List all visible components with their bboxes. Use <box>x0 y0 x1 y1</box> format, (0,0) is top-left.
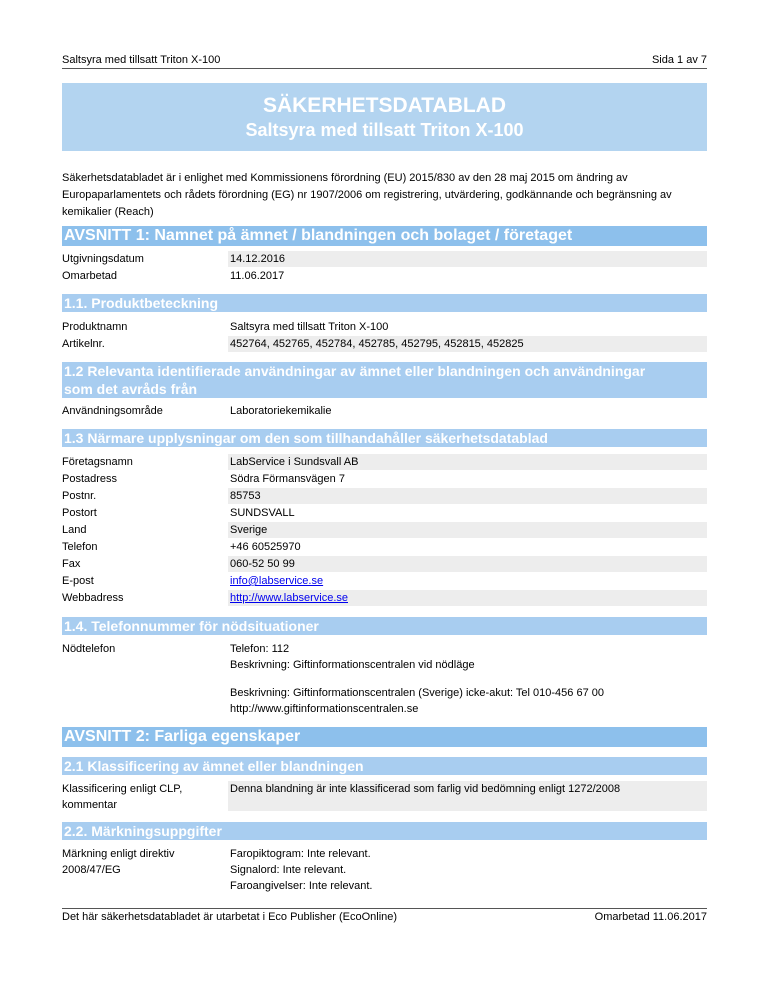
section-1-3-heading: 1.3 Närmare upplysningar om den som tillhandahåller säkerhetsdatablad <box>62 429 707 447</box>
row-value: Saltsyra med tillsatt Triton X-100 <box>230 321 389 333</box>
row-label: Omarbetad <box>62 270 118 282</box>
row-foretagsnamn <box>62 454 707 470</box>
row-label: Produktnamn <box>62 321 128 333</box>
row-label: Postort <box>62 507 97 519</box>
footer-publisher: Det här säkerhetsdatabladet är utarbetat i Eco Publisher (EcoOnline) <box>62 911 398 923</box>
poison-center-url: http://www.giftinformationscentralen.se <box>230 703 419 715</box>
row-label: Artikelnr. <box>62 338 105 350</box>
section-2-2-heading: 2.2. Märkningsuppgifter <box>62 822 707 840</box>
row-value: Denna blandning är inte klassificerad som farlig vid bedömning enligt 1272/2008 <box>228 781 707 811</box>
row-land <box>62 522 707 538</box>
page-header <box>62 54 707 69</box>
row-label: Företagsnamn <box>62 456 133 468</box>
row-nodtelefon <box>62 641 707 717</box>
page-footer <box>62 908 707 923</box>
row-label: kommentar <box>62 799 118 811</box>
row-produktnamn <box>62 319 707 335</box>
row-label: Nödtelefon <box>62 643 116 655</box>
footer-revision-date: Omarbetad 11.06.2017 <box>594 911 707 923</box>
row-telefon <box>62 539 707 555</box>
row-label: Telefon <box>62 541 98 553</box>
section-1-2-heading-line2: som det avråds från <box>64 381 198 397</box>
row-value: 85753 <box>228 488 707 504</box>
row-label: Webbadress <box>62 592 124 604</box>
row-label: Användningsområde <box>62 405 163 417</box>
section-2-1-heading: 2.1 Klassificering av ämnet eller blandningen <box>62 757 707 775</box>
row-klassificering <box>62 781 707 813</box>
row-label: Märkning enligt direktiv <box>62 848 175 860</box>
row-value: 11.06.2017 <box>230 270 285 282</box>
section-1-2-heading <box>62 362 707 398</box>
product-title: Saltsyra med tillsatt Triton X-100 <box>245 120 524 140</box>
row-label: E-post <box>62 575 94 587</box>
email-link[interactable]: info@labservice.se <box>230 575 324 587</box>
intro-text: Säkerhetsdatabladet är i enlighet med Kommissionens förordning (EU) 2015/830 av den 28 maj 2015 om ändring av Europaparlamentets och rådets förordning (EG) nr 1907/2006 om registrering, utvärdering, godkännande och begränsning av kemikalier (Reach) <box>62 172 672 218</box>
signal-word-text: Signalord: Inte relevant. <box>230 864 347 876</box>
row-artikelnr <box>62 336 707 352</box>
row-postadress <box>62 471 707 487</box>
row-value: Sverige <box>228 522 707 538</box>
hazard-statements-text: Faroangivelser: Inte relevant. <box>230 880 373 892</box>
header-page-number: Sida 1 av 7 <box>651 54 707 66</box>
row-markning <box>62 846 707 894</box>
document-title: SÄKERHETSDATABLAD <box>262 94 507 117</box>
row-value: 060-52 50 99 <box>228 556 707 572</box>
row-label: Utgivningsdatum <box>62 253 144 265</box>
row-value: Södra Förmansvägen 7 <box>230 473 345 485</box>
row-anvandningsomrade <box>62 403 707 419</box>
section-2-heading: AVSNITT 2: Farliga egenskaper <box>62 727 707 747</box>
website-link[interactable]: http://www.labservice.se <box>230 592 348 604</box>
title-block <box>62 83 707 151</box>
emergency-phone: Telefon: 112 <box>230 643 290 655</box>
row-value: Laboratoriekemikalie <box>230 405 332 417</box>
section-1-heading: AVSNITT 1: Namnet på ämnet / blandningen och bolaget / företaget <box>62 226 707 246</box>
row-label: Postnr. <box>62 490 97 502</box>
row-label: 2008/47/EG <box>62 864 121 876</box>
section-1-4-heading: 1.4. Telefonnummer för nödsituationer <box>62 617 707 635</box>
row-label: Klassificering enligt CLP, <box>62 783 183 795</box>
row-omarbetad <box>62 268 707 284</box>
section-1-1-heading: 1.1. Produktbeteckning <box>62 294 707 312</box>
section-1-2-heading-line1: 1.2 Relevanta identifierade användningar av ämnet eller blandningen och användningar <box>64 363 646 379</box>
row-fax <box>62 556 707 572</box>
row-value: 452764, 452765, 452784, 452785, 452795, 452815, 452825 <box>228 336 707 352</box>
row-label: Land <box>62 524 87 536</box>
row-label: Fax <box>62 558 81 570</box>
row-label: Postadress <box>62 473 118 485</box>
header-product-name: Saltsyra med tillsatt Triton X-100 <box>62 54 221 66</box>
row-value: SUNDSVALL <box>230 507 295 519</box>
row-value: 14.12.2016 <box>228 251 707 267</box>
emergency-description: Beskrivning: Giftinformationscentralen vid nödläge <box>230 659 475 671</box>
pictogram-text: Faropiktogram: Inte relevant. <box>230 848 371 860</box>
row-webbadress <box>62 590 707 606</box>
row-postort <box>62 505 707 521</box>
non-emergency-description: Beskrivning: Giftinformationscentralen (Sverige) icke-akut: Tel 010-456 67 00 <box>230 687 604 699</box>
row-epost <box>62 573 707 589</box>
row-value: LabService i Sundsvall AB <box>228 454 707 470</box>
row-utgivningsdatum <box>62 251 707 267</box>
row-value: +46 60525970 <box>230 541 301 553</box>
row-postnr <box>62 488 707 504</box>
